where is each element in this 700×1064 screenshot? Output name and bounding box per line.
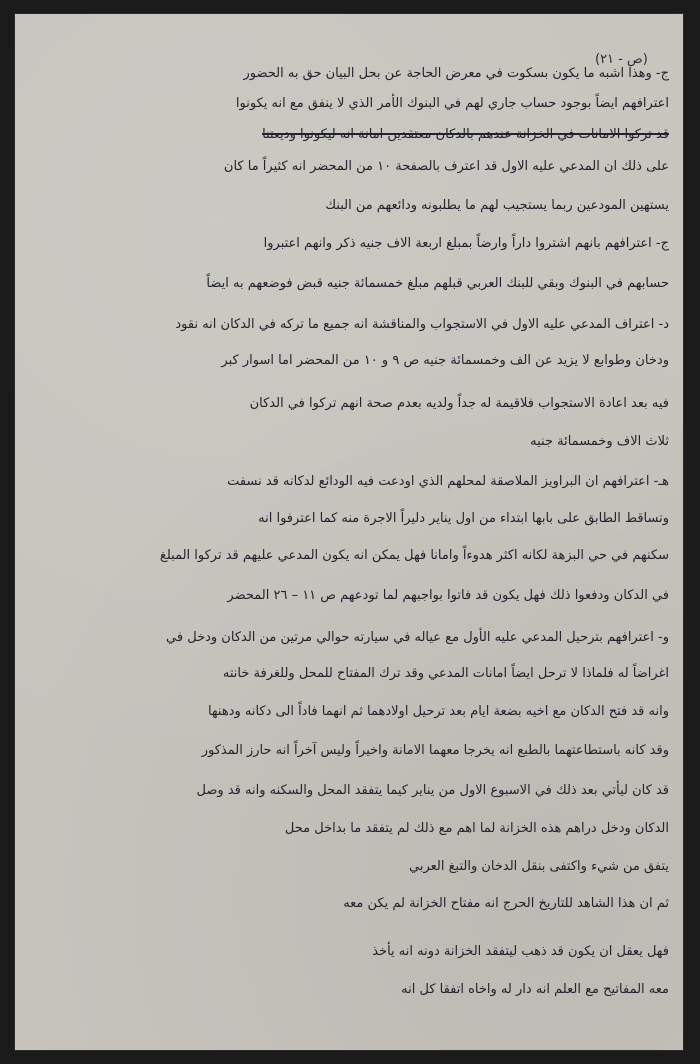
text-line: وانه قد فتح الدكان مع اخيه بضعة ايام بعد ترحيل اولادهما ثم انهما فاداً الى دكانه ودهنها [207,704,669,719]
text-line: معه المفاتيح مع العلم انه دار له واخاه اتفقا كل انه [401,982,669,997]
text-line: يتفق من شيء واكتفى بنقل الدخان والتبغ العربي [409,859,669,874]
text-line: سكنهم في حي البزهة لكانه اكثر هدوءاً وامانا فهل يمكن انه يكون المدعي عليهم قد تركوا المبلغ [159,548,669,563]
struck-text: قد تركوا الامانات في الخزانة عندهم بالدكان معتقدين امانة انه ليكونوا وديعتنا [262,127,669,142]
text-line: في الدكان ودفعوا ذلك فهل يكون قد فاتوا بواجبهم لما تودعهم ص ١١ – ٢٦ المحضر [227,588,669,603]
text-line: الدكان ودخل دراهم هذه الخزانة لما اهم مع ذلك لم يتفقد ما بداخل محل [284,821,669,836]
text-line: قد كان ليأتي بعد ذلك في الاسبوع الاول من يناير كيما يتفقد المحل والسكنه وانه قد وصل [196,783,669,798]
text-line-struck [262,127,669,142]
text-line: هـ- اعترافهم ان البراويز الملاصقة لمحلهم الذي اودعت فيه الودائع لدكانه قد نسفت [227,474,669,489]
text-line: ثم ان هذا الشاهد للتاريخ الحرج انه مفتاح الخزانة لم يكن معه [343,896,669,911]
page-number: (ص - ٢١) [595,52,648,67]
text-line: وتساقط الطابق على بابها ابتداء من اول يناير دليراً الاجرة منه كما اعترفوا انه [258,511,669,526]
text-line: وقد كانه باستطاعتهما بالطبع انه يخرجا معهما الامانة واخيراً وليس آخراً انه حارز المذكور [201,743,669,758]
text-line: يستهين المودعين ربما يستجيب لهم ما يطلبونه ودائعهم من البنك [325,198,669,213]
text-line: ج- اعترافهم بانهم اشتروا داراً وارضاً بمبلغ اربعة الاف جنيه ذكر وانهم اعتبروا [263,236,669,251]
text-line: د- اعتراف المدعي عليه الاول في الاستجواب والمناقشة انه جميع ما تركه في الدكان انه نقود [175,317,669,332]
manuscript-page [15,14,683,1050]
text-line: حسابهم في البنوك وبقي للبنك العربي قبلهم مبلغ خمسمائة جنيه قبض فوضعهم به ايضاً [206,276,669,291]
text-line: على ذلك ان المدعي عليه الاول قد اعترف بالصفحة ١٠ من المحضر انه كثيراً ما كان [223,159,669,174]
text-line: اعترافهم ايضاً بوجود حساب جاري لهم في البنوك الأمر الذي لا ينفق مع انه يكونوا [235,96,669,111]
text-line: ثلاث الاف وخمسمائة جنيه [530,434,669,449]
text-line: اغراضاً له فلماذا لا ترحل ايضاً امانات المدعي وقد ترك المفتاح للمحل وللغرفة خانته [222,666,669,681]
text-line: و- اعترافهم بترحيل المدعي عليه الأول مع عياله في سيارته حوالي مرتين من الدكان ودخل في [166,630,669,645]
text-line: ج- وهذا اشبه ما يكون بسكوت في معرض الحاجة عن بحل البيان حق به الحضور [243,66,669,81]
text-line: فيه بعد اعادة الاستجواب فلاقيمة له جداً ولديه بعدم صحة انهم تركوا في الدكان [249,396,669,411]
text-line: فهل يعقل ان يكون قد ذهب ليتفقد الخزانة دونه انه يأخذ [372,944,669,959]
text-line: ودخان وطوابع لا يزيد عن الف وخمسمائة جنيه ص ٩ و ١٠ من المحضر اما اسوار كبر [221,353,669,368]
